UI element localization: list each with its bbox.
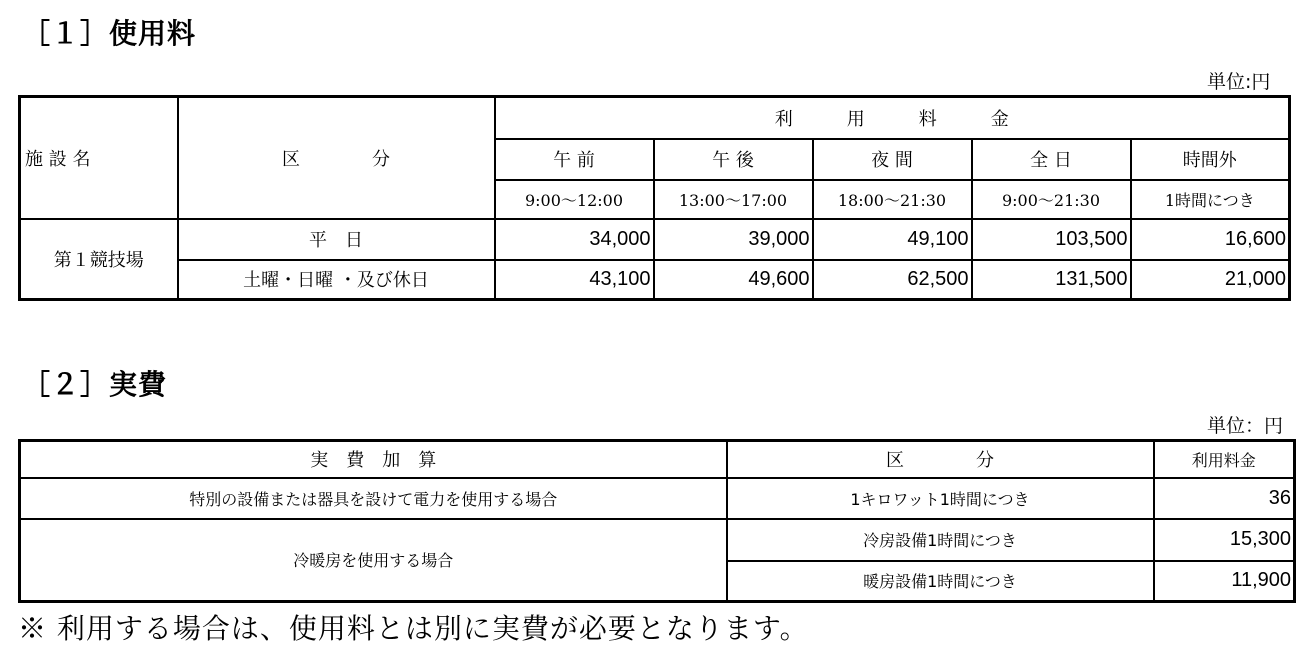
fee-cell: 39,000 [654, 219, 813, 260]
period-time: 13:00〜17:00 [654, 180, 813, 219]
cost-fee: 15,300 [1154, 519, 1295, 561]
row-label: 土曜・日曜 ・及び休日 [178, 260, 495, 300]
facility-name: 第１競技場 [20, 219, 178, 300]
period-time: 9:00〜21:30 [972, 180, 1131, 219]
fee-cell: 103,500 [972, 219, 1131, 260]
period-name: 午 後 [654, 139, 813, 180]
cost-item: 特別の設備または器具を設けて電力を使用する場合 [20, 478, 727, 519]
usage-fee-table [18, 95, 1291, 301]
cost-category: 冷房設備1時間につき [727, 519, 1154, 561]
section1-unit: 単位:円 [1207, 71, 1271, 93]
cost-fee: 11,900 [1154, 561, 1295, 602]
cost-fee: 36 [1154, 478, 1295, 519]
section1-heading: ［１］使用料 [22, 17, 197, 50]
category-header: 区 分 [727, 441, 1154, 478]
cost-item: 冷暖房を使用する場合 [20, 519, 727, 602]
period-time: 9:00〜12:00 [495, 180, 654, 219]
fee-cell: 43,100 [495, 260, 654, 300]
period-name: 夜 間 [813, 139, 972, 180]
table-row [20, 219, 1290, 260]
fee-cell: 131,500 [972, 260, 1131, 300]
period-time: 1時間につき [1131, 180, 1290, 219]
cost-category: 1キロワット1時間につき [727, 478, 1154, 519]
fee-cell: 49,600 [654, 260, 813, 300]
cost-category: 暖房設備1時間につき [727, 561, 1154, 602]
period-name: 午 前 [495, 139, 654, 180]
facility-header: 施 設 名 [20, 97, 178, 219]
section2-unit: 単位：円 [1207, 415, 1284, 437]
row-label: 平 日 [178, 219, 495, 260]
fee-cell: 16,600 [1131, 219, 1290, 260]
footnote: ※ 利用する場合は、使用料とは別に実費が必要となります。 [18, 612, 809, 645]
fee-cell: 49,100 [813, 219, 972, 260]
section2-heading: ［２］実費 [22, 368, 168, 401]
fee-cell: 62,500 [813, 260, 972, 300]
actual-cost-table [18, 439, 1296, 603]
fee-cell: 21,000 [1131, 260, 1290, 300]
period-time: 18:00〜21:30 [813, 180, 972, 219]
table-row [20, 478, 1295, 519]
category-header: 区 分 [178, 97, 495, 219]
fee-header: 利用料金 [1154, 441, 1295, 478]
fee-header: 利 用 料 金 [495, 97, 1290, 139]
period-name: 時間外 [1131, 139, 1290, 180]
table-row [20, 260, 1290, 300]
period-name: 全 日 [972, 139, 1131, 180]
table-row [20, 519, 1295, 561]
item-header: 実 費 加 算 [20, 441, 727, 478]
fee-cell: 34,000 [495, 219, 654, 260]
